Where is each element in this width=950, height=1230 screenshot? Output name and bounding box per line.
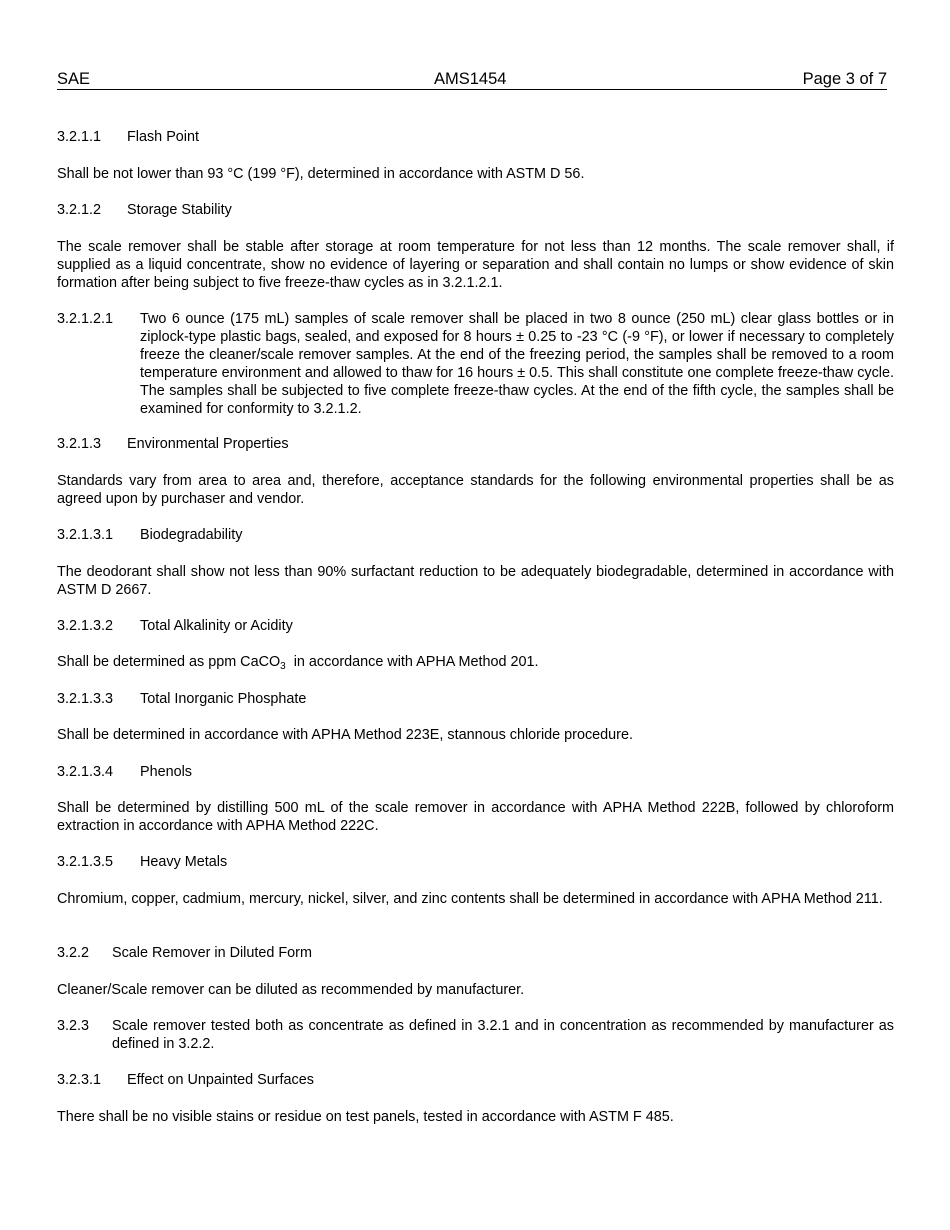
section-number: 3.2.1.3.1 <box>57 527 114 543</box>
paragraph-inorganic-phosphate: Shall be determined in accordance with APHA Method 223E, stannous chloride procedure. <box>57 727 633 743</box>
page-header <box>57 69 887 90</box>
header-page-number: Page 3 of 7 <box>802 70 887 88</box>
header-doc-number: AMS1454 <box>434 70 507 88</box>
section-number: 3.2.1.3 <box>57 436 102 452</box>
section-number: 3.2.2 <box>57 945 90 961</box>
section-text: Two 6 ounce (175 mL) samples of scale remover shall be placed in two 8 ounce (250 mL) clear glass bottles or in ziplock-type plastic bags, sealed, and exposed for 8 hours ± 0.25 to -23 °C (-9 °F), or lower if necessary to completely freeze the cleaner/scale remover samples. At the end of the freezing period, the samples shall be removed to a room temperature environment and allowed to thaw for 16 hours ± 0.5. This shall constitute one complete freeze-thaw cycle. The samples shall be subjected to five complete freeze-thaw cycles. At the end of the fifth cycle, the samples shall be examined for conformity to 3.2.1.2. <box>140 311 894 417</box>
paragraph-heavy-metals: Chromium, copper, cadmium, mercury, nickel, silver, and zinc contents shall be determined in accordance with APHA Method 211. <box>57 891 883 907</box>
section-title: Heavy Metals <box>140 854 228 870</box>
section-heading-biodegradability <box>57 526 894 544</box>
paragraph-diluted-form: Cleaner/Scale remover can be diluted as recommended by manufacturer. <box>57 982 525 998</box>
section-title: Scale Remover in Diluted Form <box>112 945 312 961</box>
paragraph-unpainted-surfaces: There shall be no visible stains or residue on test panels, tested in accordance with ASTM F 485. <box>57 1109 674 1125</box>
section-number: 3.2.1.3.3 <box>57 691 114 707</box>
section-number: 3.2.1.3.4 <box>57 764 114 780</box>
section-title: Total Inorganic Phosphate <box>140 691 307 707</box>
subscript: 3 <box>280 661 286 672</box>
section-freeze-thaw <box>57 310 894 418</box>
paragraph-total-alkalinity <box>57 653 894 671</box>
section-title: Storage Stability <box>127 202 232 218</box>
paragraph-biodegradability: The deodorant shall show not less than 90% surfactant reduction to be adequately biodegradable, determined in accordance with ASTM D 2667. <box>57 564 894 598</box>
text-run: Shall be determined as ppm CaCO <box>57 654 281 670</box>
section-title: Phenols <box>140 764 193 780</box>
paragraph-storage-stability: The scale remover shall be stable after storage at room temperature for not less than 12 months. The scale remover shall, if supplied as a liquid concentrate, show no evidence of layering or separation and shall contain no lumps or show evidence of skin formation after being subject to five freeze-thaw cycles as in 3.2.1.2.1. <box>57 239 894 291</box>
section-heading-environmental-properties <box>57 435 894 453</box>
section-scale-remover-tested <box>57 1017 894 1053</box>
paragraph-environmental-properties: Standards vary from area to area and, therefore, acceptance standards for the following environmental properties shall be as agreed upon by purchaser and vendor. <box>57 473 894 507</box>
section-number: 3.2.1.2 <box>57 202 102 218</box>
section-number: 3.2.1.3.2 <box>57 618 114 634</box>
section-number: 3.2.1.1 <box>57 129 102 145</box>
header-org: SAE <box>57 70 91 88</box>
section-text: Scale remover tested both as concentrate as defined in 3.2.1 and in concentration as recommended by manufacturer as defined in 3.2.2. <box>112 1018 894 1052</box>
text-run: in accordance with APHA Method 201. <box>285 654 539 670</box>
section-title: Effect on Unpainted Surfaces <box>127 1072 314 1088</box>
paragraph-phenols: Shall be determined by distilling 500 mL of the scale remover in accordance with APHA Method 222B, followed by chloroform extraction in accordance with APHA Method 222C. <box>57 800 894 834</box>
section-heading-phenols <box>57 763 894 781</box>
section-number: 3.2.1.3.5 <box>57 854 114 870</box>
section-heading-storage-stability <box>57 201 894 219</box>
section-heading-total-alkalinity <box>57 617 894 635</box>
section-title: Biodegradability <box>140 527 243 543</box>
section-heading-flash-point <box>57 128 894 146</box>
section-number: 3.2.3 <box>57 1018 90 1034</box>
paragraph-flash-point: Shall be not lower than 93 °C (199 °F), determined in accordance with ASTM D 56. <box>57 166 585 182</box>
section-heading-diluted-form <box>57 944 894 962</box>
section-heading-heavy-metals <box>57 853 894 871</box>
section-heading-unpainted-surfaces <box>57 1071 894 1089</box>
section-title: Flash Point <box>127 129 199 145</box>
section-heading-inorganic-phosphate <box>57 690 894 708</box>
section-number: 3.2.1.2.1 <box>57 311 114 327</box>
section-number: 3.2.3.1 <box>57 1072 102 1088</box>
section-title: Total Alkalinity or Acidity <box>140 618 293 634</box>
section-title: Environmental Properties <box>127 436 289 452</box>
